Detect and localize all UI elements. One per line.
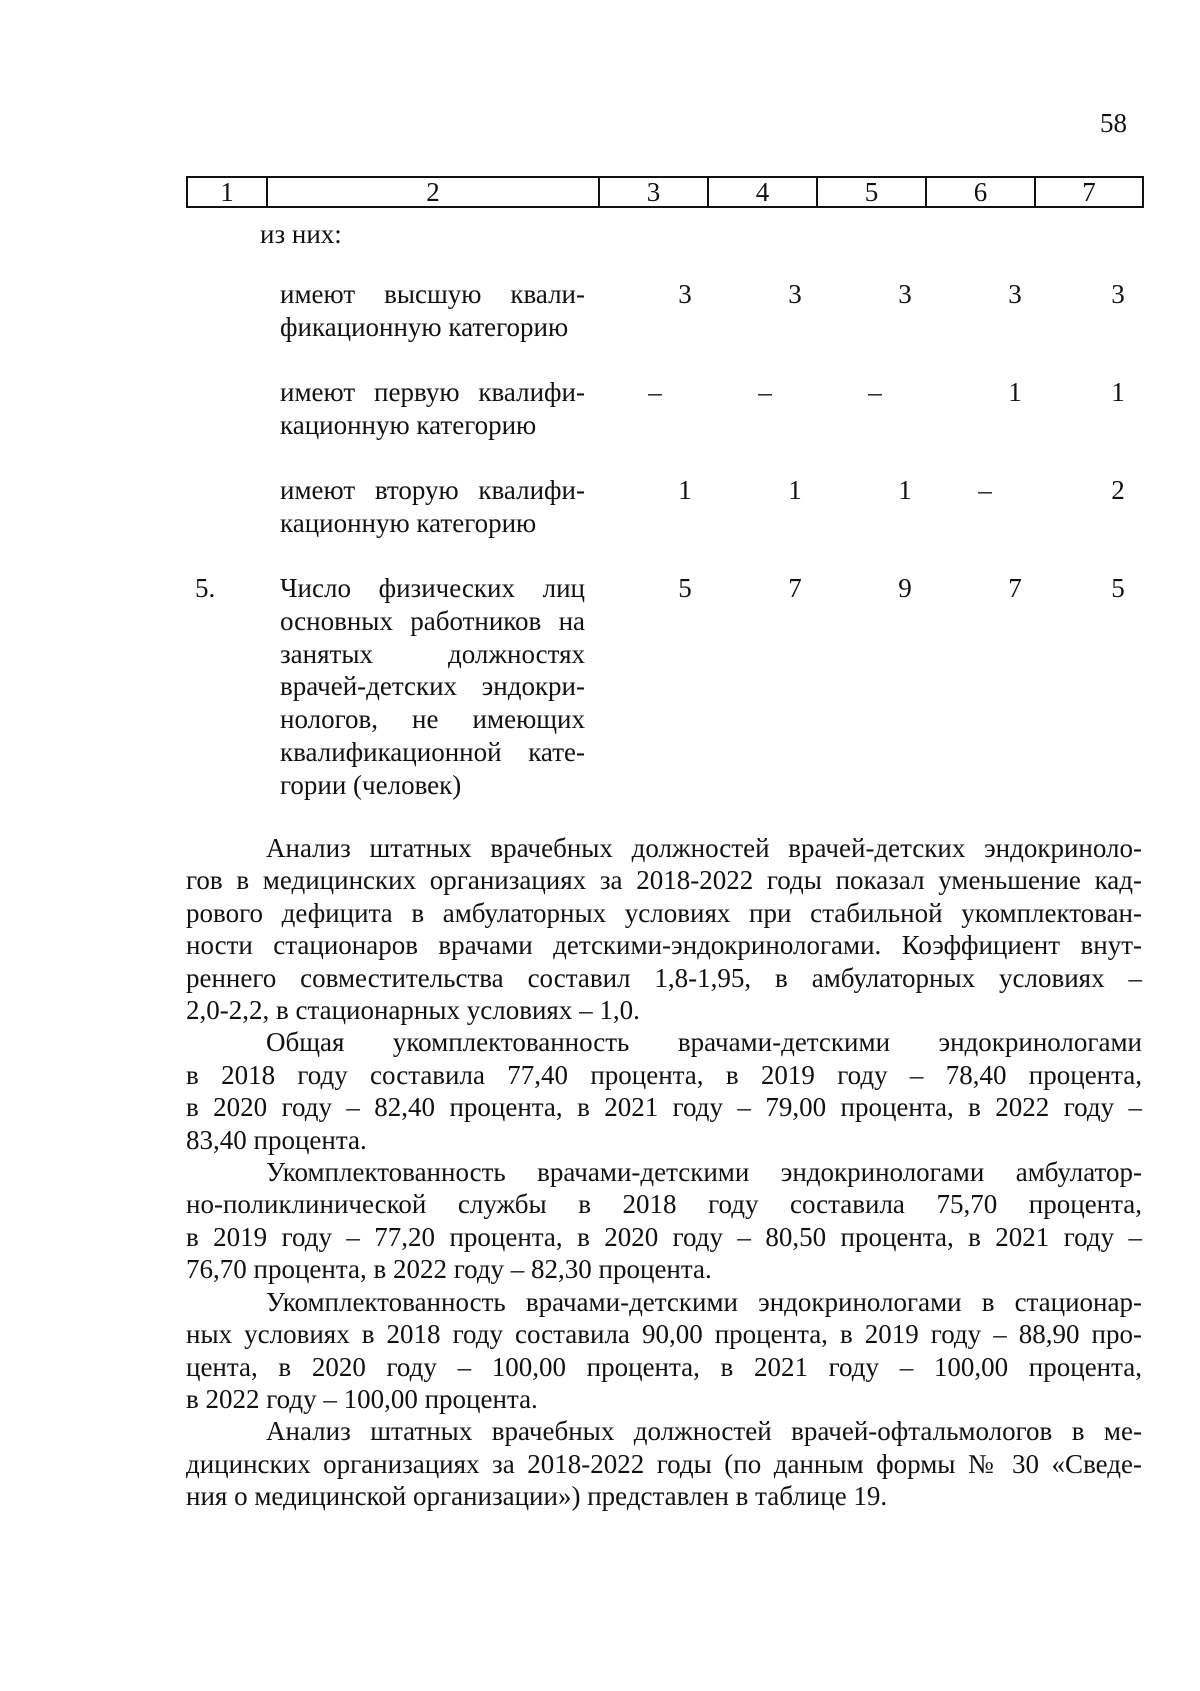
table-cell: 5 [1111, 573, 1125, 603]
table-cell: 3 [678, 279, 692, 309]
label-line: квалификационной кате- [280, 736, 585, 767]
table-row-label [280, 278, 585, 344]
paragraph [186, 1156, 1142, 1286]
body-text [186, 832, 1142, 1513]
label-line: кационную категорию [280, 507, 537, 538]
table-cell: 3 [898, 279, 912, 309]
table-cell: 2 [1111, 475, 1125, 505]
table-row-index: 5. [195, 573, 216, 603]
paragraph-line: Анализ штатных врачебных должностей врачей-детских эндокриноло- [266, 833, 1142, 863]
paragraph [186, 1415, 1142, 1512]
header-col-3: 3 [599, 177, 708, 207]
table-cell: 1 [1111, 377, 1125, 407]
table-cell: 1 [788, 475, 802, 505]
table-cell: – [978, 475, 992, 505]
paragraph-line: 76,70 процента, в 2022 году – 82,30 процента. [186, 1254, 712, 1285]
paragraph-line: Укомплектованность врачами-детскими эндокринологами в стационар- [266, 1286, 1142, 1317]
paragraph-line: ния о медицинской организации») представлен в таблице 19. [186, 1481, 888, 1512]
table-cell: – [648, 377, 662, 407]
header-col-2: 2 [267, 177, 599, 207]
table-row-label [280, 376, 585, 442]
paragraph-line: Анализ штатных врачебных должностей врачей-офтальмологов в ме- [266, 1416, 1142, 1447]
label-line: фикационную категорию [280, 311, 569, 342]
page-number: 58 [1100, 108, 1127, 138]
table-cell: 3 [788, 279, 802, 309]
label-line: кационную категорию [280, 409, 537, 440]
paragraph-line: но-поликлинической службы в 2018 году составила 75,70 процента, [186, 1189, 1142, 1220]
paragraph-line: Общая укомплектованность врачами-детскими эндокринологами [266, 1027, 1142, 1058]
paragraph-line: гов в медицинских организациях за 2018-2022 годы показал уменьшение кад- [186, 865, 1142, 896]
column-number-header [186, 176, 1144, 208]
table-row-subheading: из них: [260, 219, 342, 249]
paragraph-line: в 2020 году – 82,40 процента, в 2021 году – 79,00 процента, в 2022 году – [186, 1092, 1142, 1123]
paragraph-line: рового дефицита в амбулаторных условиях при стабильной укомплектован- [186, 897, 1142, 928]
table-cell: 1 [1008, 377, 1022, 407]
label-line: нологов, не имеющих [280, 704, 585, 735]
paragraph-line: в 2019 году – 77,20 процента, в 2020 году – 80,50 процента, в 2021 году – [186, 1221, 1142, 1252]
label-line: имеют вторую квалифи- [280, 475, 585, 505]
table-cell: 1 [678, 475, 692, 505]
table-cell: 3 [1008, 279, 1022, 309]
paragraph-line: ных условиях в 2018 году составила 90,00 процента, в 2019 году – 88,90 про- [186, 1319, 1142, 1350]
label-line: занятых должностях [280, 638, 585, 669]
header-col-4: 4 [708, 177, 817, 207]
table-cell: 7 [1008, 573, 1022, 603]
paragraph [186, 832, 1142, 1026]
table-cell: 3 [1111, 279, 1125, 309]
label-line: Число физических лиц [280, 573, 585, 603]
paragraph-line: реннего совместительства составил 1,8-1,95, в амбулаторных условиях – [186, 962, 1142, 993]
paragraph-line: в 2018 году составила 77,40 процента, в 2019 году – 78,40 процента, [186, 1059, 1142, 1090]
label-line: врачей-детских эндокри- [280, 671, 585, 702]
paragraph-line: 2,0-2,2, в стационарных условиях – 1,0. [186, 995, 640, 1026]
table-cell: 9 [898, 573, 912, 603]
label-line: имеют высшую квали- [280, 279, 585, 309]
header-col-1: 1 [187, 177, 267, 207]
paragraph-line: ности стационаров врачами детскими-эндокринологами. Коэффициент внут- [186, 930, 1142, 961]
table-cell: 5 [678, 573, 692, 603]
table-row-label [280, 474, 585, 540]
header-col-5: 5 [817, 177, 926, 207]
paragraph [186, 1026, 1142, 1156]
label-line: имеют первую квалифи- [280, 377, 585, 407]
table-cell: – [868, 377, 882, 407]
paragraph-line: цента, в 2020 году – 100,00 процента, в 2021 году – 100,00 процента, [186, 1351, 1142, 1382]
header-col-6: 6 [926, 177, 1035, 207]
paragraph-line: Укомплектованность врачами-детскими эндокринологами амбулатор- [266, 1157, 1142, 1188]
paragraph [186, 1286, 1142, 1416]
paragraph-line: дицинских организациях за 2018-2022 годы (по данным формы № 30 «Сведе- [186, 1448, 1142, 1479]
paragraph-line: в 2022 году – 100,00 процента. [186, 1383, 538, 1414]
label-line: гории (человек) [280, 769, 462, 800]
label-line: основных работников на [280, 605, 585, 636]
header-col-7: 7 [1035, 177, 1143, 207]
table-row-label [280, 572, 585, 802]
paragraph-line: 83,40 процента. [186, 1124, 367, 1155]
table-cell: 1 [898, 475, 912, 505]
table-cell: 7 [788, 573, 802, 603]
table-cell: – [758, 377, 772, 407]
